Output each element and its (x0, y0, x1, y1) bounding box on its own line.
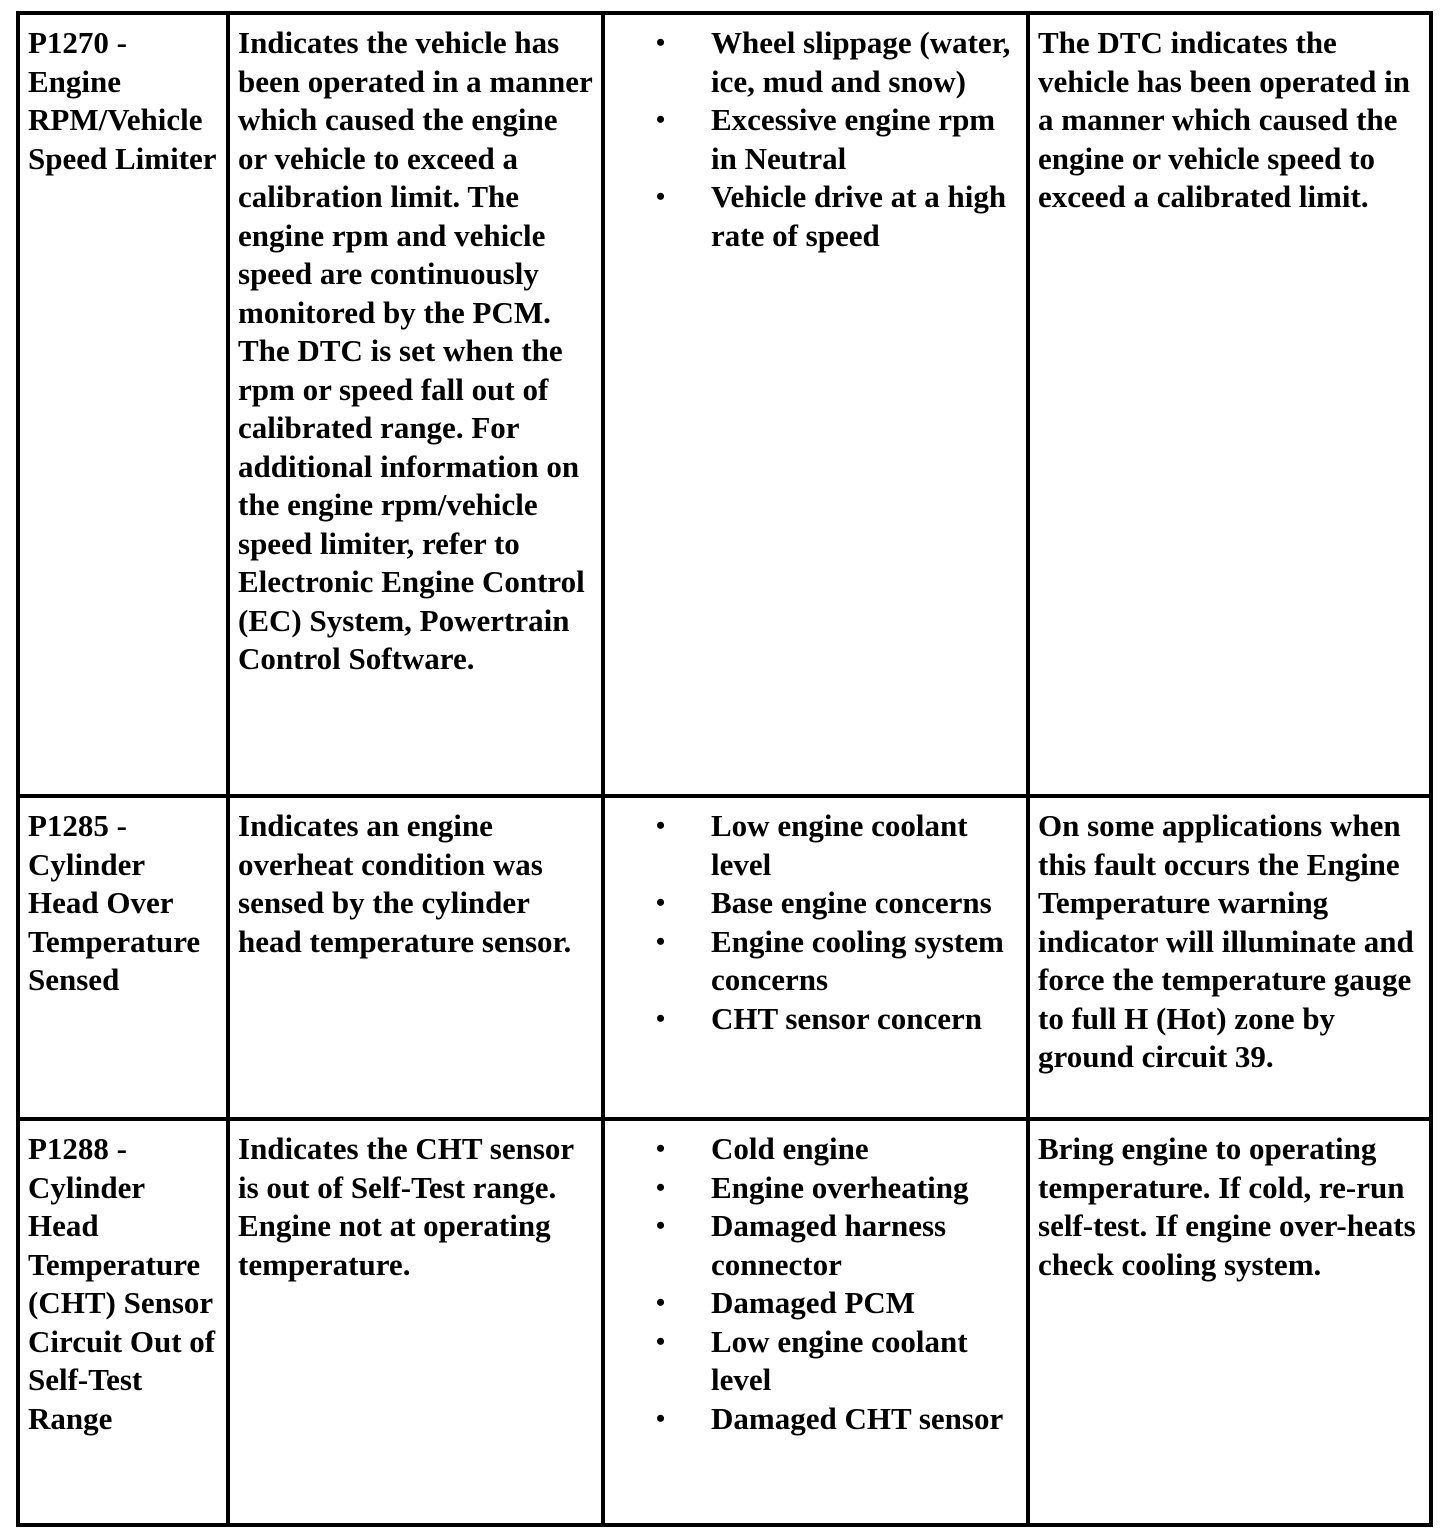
cause-item: • Wheel slippage (water, ice, mud and snow) (656, 25, 1011, 99)
possible-causes-cell (603, 796, 1028, 1119)
cause-item: • Damaged CHT sensor (619, 1400, 1018, 1439)
bullet-icon: • (656, 1134, 666, 1163)
dtc-code-cell (18, 1119, 228, 1525)
bullet-icon: • (656, 182, 666, 211)
action-cell (1028, 1119, 1431, 1525)
description-cell (228, 796, 603, 1119)
action: On some applications when this fault occurs the Engine Temperature warning indicator will illuminate and force the temperature gauge to full H (Hot) zone by ground circuit 39. (1038, 808, 1414, 1074)
bullet-icon: • (656, 1172, 666, 1202)
dtc-code-cell (18, 796, 228, 1119)
dtc-code: P1270 - Engine RPM/Vehicle Speed Limiter (28, 25, 217, 176)
dtc-code: P1285 - Cylinder Head Over Temperature Sensed (28, 808, 201, 997)
description: Indicates the vehicle has been operated in a manner which caused the engine or vehicle to exceed a calibration limit. The engine rpm and vehicle speed are continuously monitored by the PCM. The DTC is set when the rpm or speed fall out of calibrated range. For additional information on the engine rpm/vehicle speed limiter, refer to Electronic Engine Control (EC) System, Powertrain Control Software. (238, 25, 593, 676)
cause-item: • Vehicle drive at a high rate of speed (656, 179, 1007, 253)
dtc-code: P1288 - Cylinder Head Temperature (CHT) Sensor Circuit Out of Self-Test Range (28, 1131, 216, 1436)
bullet-icon: • (656, 105, 666, 134)
possible-causes-cell (603, 1119, 1028, 1525)
cause-item: • Engine cooling system concerns (656, 923, 1004, 997)
cause-item: • Engine overheating (619, 1169, 1018, 1208)
description: Indicates an engine overheat condition was sensed by the cylinder head temperature sensor. (238, 808, 572, 959)
possible-causes-list (619, 1130, 1018, 1438)
bullet-icon: • (656, 1326, 666, 1356)
table-row (18, 796, 1431, 1119)
bullet-icon: • (656, 1211, 666, 1240)
bullet-icon: • (656, 28, 666, 57)
description-cell (228, 1119, 603, 1525)
table-row (18, 13, 1431, 796)
bullet-icon: • (656, 926, 666, 956)
bullet-icon: • (656, 1403, 666, 1433)
bullet-icon: • (656, 1003, 666, 1033)
description: Indicates the CHT sensor is out of Self-Test range. Engine not at operating temperature. (238, 1131, 574, 1282)
cause-item: • Cold engine (619, 1130, 1018, 1169)
action: Bring engine to operating temperature. If cold, re-run self-test. If engine over-heats check cooling system. (1038, 1131, 1416, 1282)
dtc-table (16, 11, 1433, 1527)
cause-item: • Low engine coolant level (656, 808, 968, 882)
cause-item: • Damaged harness connector (656, 1208, 947, 1282)
possible-causes-list (619, 24, 1018, 255)
action-cell (1028, 796, 1431, 1119)
dtc-code-cell (18, 13, 228, 796)
possible-causes-cell (603, 13, 1028, 796)
description-cell (228, 13, 603, 796)
table-row (18, 1119, 1431, 1525)
action-cell (1028, 13, 1431, 796)
cause-item: • Low engine coolant level (656, 1323, 968, 1397)
bullet-icon: • (656, 1288, 666, 1317)
cause-item: • CHT sensor concern (619, 1000, 1018, 1039)
cause-item: • Excessive engine rpm in Neutral (656, 102, 996, 176)
bullet-icon: • (656, 888, 666, 917)
bullet-icon: • (656, 811, 666, 840)
action: The DTC indicates the vehicle has been operated in a manner which caused the engine or vehicle speed to exceed a calibrated limit. (1038, 25, 1410, 214)
possible-causes-list (619, 807, 1018, 1038)
cause-item: • Damaged PCM (619, 1284, 1018, 1323)
cause-item: • Base engine concerns (619, 884, 1018, 923)
